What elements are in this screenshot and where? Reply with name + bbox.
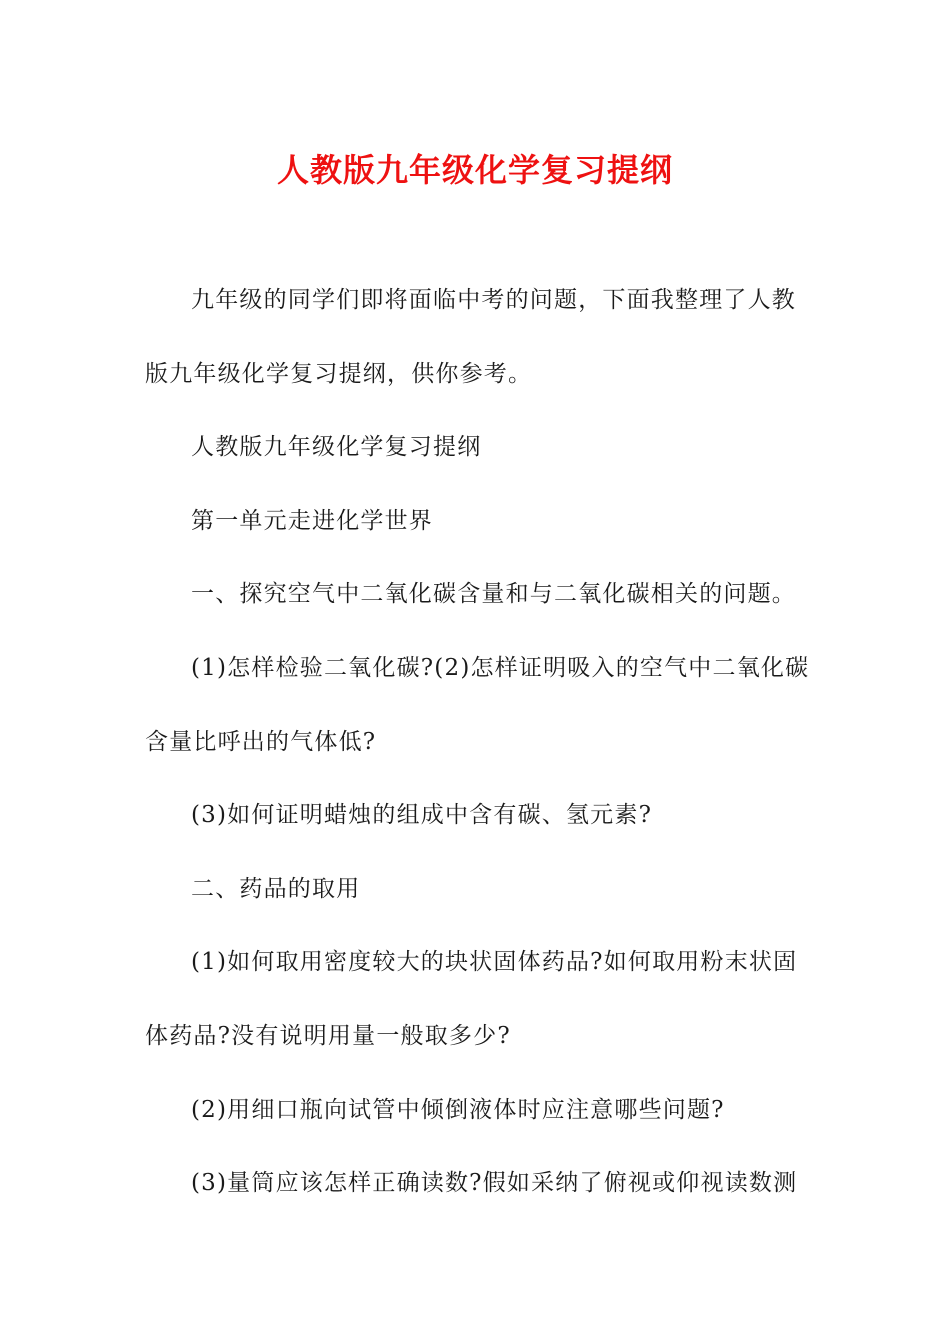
paragraph-question-3: (3)如何证明蜡烛的组成中含有碳、氢元素? xyxy=(191,802,653,829)
paragraph-question-1-2: (1)怎样检验二氧化碳?(2)怎样证明吸入的空气中二氧化碳含量比呼出的气体低? xyxy=(145,654,810,755)
paragraph-intro: 九年级的同学们即将面临中考的问题，下面我整理了人教版九年级化学复习提纲，供你参考。 xyxy=(145,287,796,387)
paragraph-section-one: 一、探究空气中二氧化碳含量和与二氧化碳相关的问题。 xyxy=(191,581,796,608)
paragraph-section-two: 二、药品的取用 xyxy=(191,875,361,902)
paragraph-subtitle: 人教版九年级化学复习提纲 xyxy=(191,434,482,461)
document-title: 人教版九年级化学复习提纲 xyxy=(276,151,673,189)
document-body xyxy=(145,264,810,1221)
paragraph-drug-question-2: (2)用细口瓶向试管中倾倒液体时应注意哪些问题? xyxy=(191,1096,725,1123)
paragraph-drug-question-1: (1)如何取用密度较大的块状固体药品?如何取用粉末状固体药品?没有说明用量一般取多少? xyxy=(145,949,798,1049)
paragraph-unit-heading: 第一单元走进化学世界 xyxy=(191,507,433,534)
paragraph-drug-question-3: (3)量筒应该怎样正确读数?假如采纳了俯视或仰视读数测 xyxy=(191,1170,798,1197)
